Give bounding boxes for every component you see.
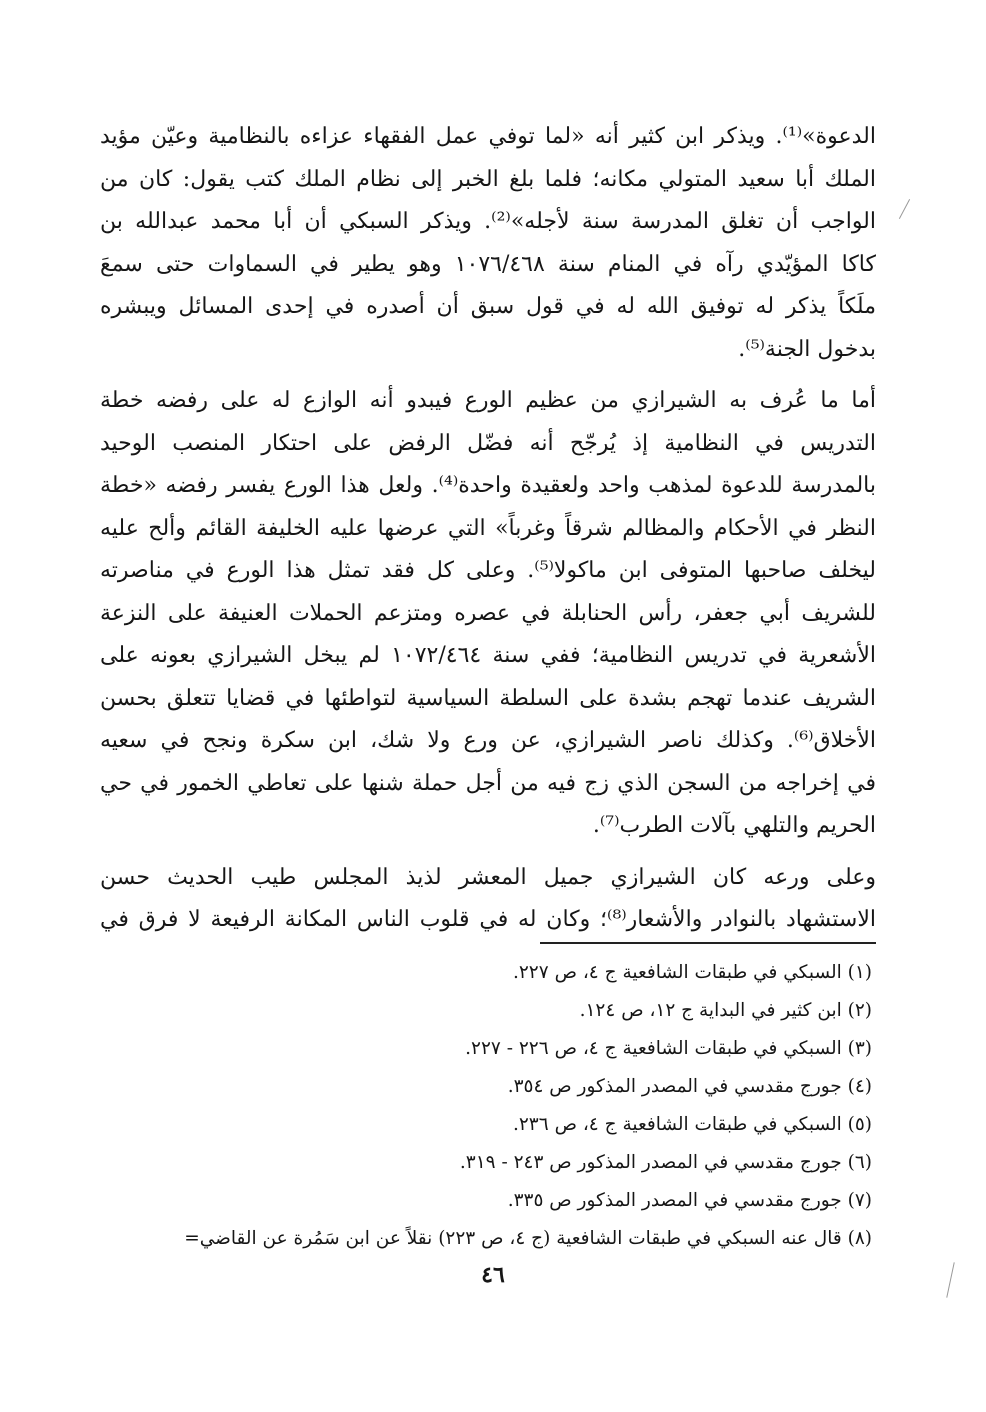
text-line: ملَكاً يذكر له توفيق الله له في قول سبق أن أصدره في إحدى المسائل ويبشره — [100, 294, 876, 319]
text-line: الشريف عندما تهجم بشدة على السلطة السياسية لتواطئها في قضايا تتعلق بحسن — [100, 685, 876, 711]
text-line: التدريس في النظامية إذ يُرجّح أنه فضّل الرفض على احتكار المنصب الوحيد — [100, 430, 876, 456]
body-text — [100, 116, 876, 942]
text-line: الاستشهاد بالنوادر والأشعار⁽⁸⁾؛ وكان له في قلوب الناس المكانة الرفيعة لا فرق في — [100, 907, 876, 932]
page-number: ٤٦ — [481, 1262, 505, 1288]
paragraph-gap — [100, 371, 876, 380]
text-line: الدعوة»⁽¹⁾. ويذكر ابن كثير أنه «لما توفي عمل الفقهاء عزاءه بالنظامية وعيّن مؤيد — [100, 124, 876, 149]
text-line: أما ما عُرف به الشيرازي من عظيم الورع فيبدو أنه الوازع له على رفضه خطة — [100, 388, 876, 413]
footnote: (١) السبكي في طبقات الشافعية ج ٤، ص ٢٢٧. — [512, 962, 872, 983]
text-line: كاكا المؤيّدي رآه في المنام سنة ١٠٧٦/٤٦٨ وهو يطير في السماوات حتى سمعَ — [100, 251, 876, 277]
text-line: الواجب أن تغلق المدرسة سنة لأجله»⁽²⁾. ويذكر السبكي أن أبا محمد عبدالله بن — [100, 209, 876, 234]
text-line: للشريف أبي جعفر، رأس الحنابلة في عصره ومتزعم الحملات العنيفة على النزعة — [100, 600, 876, 626]
text-line: الأشعرية في تدريس النظامية؛ ففي سنة ١٠٧٢/٤٦٤ لم يبخل الشيرازي بعونه على — [100, 643, 876, 668]
footnotes — [100, 954, 876, 1258]
text-line: بدخول الجنة⁽⁵⁾. — [738, 336, 876, 362]
text-line: في إخراجه من السجن الذي زج فيه من أجل حملة شنها على تعاطي الخمور في حي — [100, 770, 876, 796]
text-line: وعلى ورعه كان الشيرازي جميل المعشر لذيذ المجلس طيب الحديث حسن — [100, 864, 876, 890]
scan-mark — [899, 199, 910, 219]
footnote: (٥) السبكي في طبقات الشافعية ج ٤، ص ٢٣٦. — [512, 1114, 872, 1135]
text-line: الأخلاق⁽⁶⁾. وكذلك ناصر الشيرازي، عن ورع ولا شك، ابن سكرة ونجح في سعيه — [100, 728, 876, 753]
scan-mark — [946, 1262, 954, 1297]
text-line: الملك أبا سعيد المتولي مكانه؛ فلما بلغ الخبر إلى نظام الملك كتب يقول: كان من — [100, 166, 876, 192]
footnote: (٧) جورج مقدسي في المصدر المذكور ص ٣٣٥. — [507, 1190, 872, 1211]
text-line: الحريم والتلهي بآلات الطرب⁽⁷⁾. — [592, 813, 876, 838]
footnote: (٨) قال عنه السبكي في طبقات الشافعية (ج ٤، ص ٢٢٣) نقلاً عن ابن سَمُرة عن القاضي= — [184, 1228, 872, 1249]
footnote: (٦) جورج مقدسي في المصدر المذكور ص ٢٤٣ - ٣١٩. — [459, 1152, 872, 1173]
text-line: ليخلف صاحبها المتوفى ابن ماكولا⁽⁵⁾. وعلى كل فقد تمثل هذا الورع في مناصرته — [100, 558, 876, 583]
footnote: (٣) السبكي في طبقات الشافعية ج ٤، ص ٢٢٦ - ٢٢٧. — [465, 1038, 872, 1059]
footnote: (٤) جورج مقدسي في المصدر المذكور ص ٣٥٤. — [507, 1076, 872, 1097]
text-line: النظر في الأحكام والمظالم شرقاً وغرباً» التي عرضها عليه الخليفة القائم وألح عليه — [100, 515, 876, 541]
text-line: بالمدرسة للدعوة لمذهب واحد ولعقيدة واحدة⁽⁴⁾. ولعل هذا الورع يفسر رفضه «خطة — [100, 473, 876, 498]
footnote-separator — [540, 942, 876, 944]
footnote: (٢) ابن كثير في البداية ج ١٢، ص ١٢٤. — [579, 1000, 872, 1021]
paragraph-gap — [100, 848, 876, 857]
